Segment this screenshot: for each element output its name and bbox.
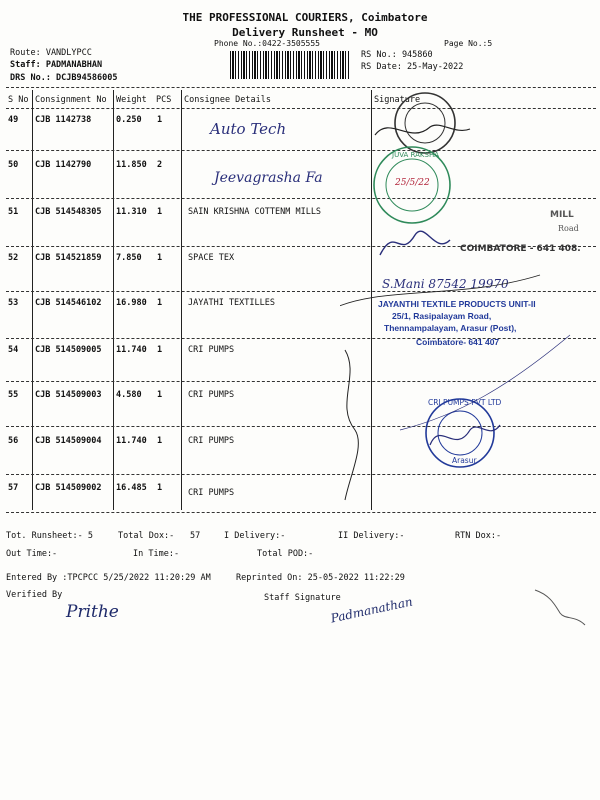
rs-number: RS No.: 945860 xyxy=(361,50,433,60)
row-sno: 51 xyxy=(8,207,19,217)
staff-signature: Padmanathan xyxy=(329,594,414,626)
company-title: THE PROFESSIONAL COURIERS, Coimbatore xyxy=(182,11,428,24)
runsheet-title: Delivery Runsheet - MO xyxy=(232,26,378,39)
staff-signature-label: Staff Signature xyxy=(264,593,341,603)
in-time: In Time:- xyxy=(133,549,180,559)
row-pcs: 2 xyxy=(157,160,163,170)
barcode xyxy=(230,51,350,79)
row-sno: 56 xyxy=(8,436,19,446)
tot-runsheet: Tot. Runsheet:- 5 xyxy=(6,531,93,541)
row-sno: 49 xyxy=(8,115,19,125)
row-pcs: 1 xyxy=(157,298,163,308)
row-sno: 50 xyxy=(8,160,19,170)
row-consignment: CJB 1142790 xyxy=(35,160,92,170)
row-weight: 11.310 xyxy=(116,207,147,217)
row-sno: 55 xyxy=(8,390,19,400)
row-consignee: CRI PUMPS xyxy=(188,390,235,400)
ii-delivery: II Delivery:- xyxy=(338,531,405,541)
handwritten-consignee: Auto Tech xyxy=(210,120,287,138)
i-delivery: I Delivery:- xyxy=(224,531,286,541)
entered-by: Entered By :TPCPCC 5/25/2022 11:20:29 AM xyxy=(6,573,211,583)
jayanthi-stamp-l4: Coimbatore- 641 407 xyxy=(416,337,500,347)
rtn-dox: RTN Dox:- xyxy=(455,531,502,541)
jayanthi-stamp-l1: JAYANTHI TEXTILE PRODUCTS UNIT-II xyxy=(378,299,536,309)
verified-signature: Prithe xyxy=(66,602,119,622)
juva-raksha-stamp xyxy=(374,147,450,255)
col-pcs: PCS xyxy=(156,95,172,105)
reprinted-on: Reprinted On: 25-05-2022 11:22:29 xyxy=(236,573,405,583)
coimbatore-stamp: COIMBATORE - 641 408. xyxy=(460,244,581,254)
row-consignee: SPACE TEX xyxy=(188,253,235,263)
row-sno: 53 xyxy=(8,298,19,308)
row-weight: 4.580 xyxy=(116,390,142,400)
row-weight: 7.850 xyxy=(116,253,142,263)
handwritten-consignee: Jeevagrasha Fa xyxy=(214,170,323,186)
mill-stamp-l1: MILL xyxy=(550,210,574,220)
corner-scribble xyxy=(530,585,590,630)
row-consignment: CJB 514509003 xyxy=(35,390,102,400)
col-consignment: Consignment No xyxy=(35,95,107,105)
staff: Staff: PADMANABHAN xyxy=(10,60,103,70)
row-consignment: CJB 514548305 xyxy=(35,207,102,217)
row-consignee: CRI PUMPS xyxy=(188,345,235,355)
phone-number: Phone No.:0422-3505555 xyxy=(214,39,320,48)
total-dox-label: Total Dox:- xyxy=(118,531,175,541)
row-sno: 57 xyxy=(8,483,19,493)
stamp-date-hand: 25/5/22 xyxy=(395,178,430,188)
row-weight: 16.485 xyxy=(116,483,147,493)
row-consignee: SAIN KRISHNA COTTENM MILLS xyxy=(188,207,322,217)
row-sno: 54 xyxy=(8,345,19,355)
row-weight: 11.850 xyxy=(116,160,147,170)
row-consignment: CJB 514509005 xyxy=(35,345,102,355)
signature-stamps xyxy=(340,85,600,515)
row-weight: 0.250 xyxy=(116,115,142,125)
out-time: Out Time:- xyxy=(6,549,58,559)
row-weight: 11.740 xyxy=(116,436,147,446)
jayanthi-stamp-l2: 25/1, Rasipalayam Road, xyxy=(392,311,492,321)
cri-stamp-text: CRI PUMPS PVT LTD xyxy=(428,398,502,407)
row-consignment: CJB 514521859 xyxy=(35,253,102,263)
drs-number: DRS No.: DCJB94586005 xyxy=(10,73,118,83)
col-sno: S No xyxy=(8,95,29,105)
row-pcs: 1 xyxy=(157,253,163,263)
row-consignee: CRI PUMPS xyxy=(188,436,235,446)
row-weight: 11.740 xyxy=(116,345,147,355)
jayanthi-signature: S.Mani 87542 19970 xyxy=(382,277,509,291)
col-signature: Signature xyxy=(374,95,421,105)
row-pcs: 1 xyxy=(157,207,163,217)
row-pcs: 1 xyxy=(157,483,163,493)
juva-stamp-text: JUVA RAKSHA xyxy=(392,151,439,159)
row-pcs: 1 xyxy=(157,345,163,355)
cri-pumps-stamp xyxy=(400,335,570,467)
page-number: Page No.:5 xyxy=(444,39,493,48)
arasur-stamp-text: Arasur xyxy=(452,456,477,465)
row-consignee: CRI PUMPS xyxy=(188,488,235,498)
row-consignment: CJB 1142738 xyxy=(35,115,92,125)
rs-date: RS Date: 25-May-2022 xyxy=(361,62,464,72)
col-weight: Weight xyxy=(116,95,147,105)
row-consignment: CJB 514509002 xyxy=(35,483,102,493)
mill-stamp-l2: Road xyxy=(558,224,579,233)
jayanthi-stamp-l3: Thennampalayam, Arasur (Post), xyxy=(384,323,517,333)
row-consignment: CJB 514509004 xyxy=(35,436,102,446)
row-consignee: JAYATHI TEXTILLES xyxy=(188,298,275,308)
row-sno: 52 xyxy=(8,253,19,263)
courier-stamp-top xyxy=(375,93,470,153)
col-consignee: Consignee Details xyxy=(184,95,271,105)
row-pcs: 1 xyxy=(157,436,163,446)
total-pod: Total POD:- xyxy=(257,549,314,559)
row-consignment: CJB 514546102 xyxy=(35,298,102,308)
row-pcs: 1 xyxy=(157,115,163,125)
row-pcs: 1 xyxy=(157,390,163,400)
verified-by: Verified By xyxy=(6,590,63,600)
total-dox-value: 57 xyxy=(190,531,201,541)
route: Route: VANDLYPCC xyxy=(10,48,92,58)
row-weight: 16.980 xyxy=(116,298,147,308)
